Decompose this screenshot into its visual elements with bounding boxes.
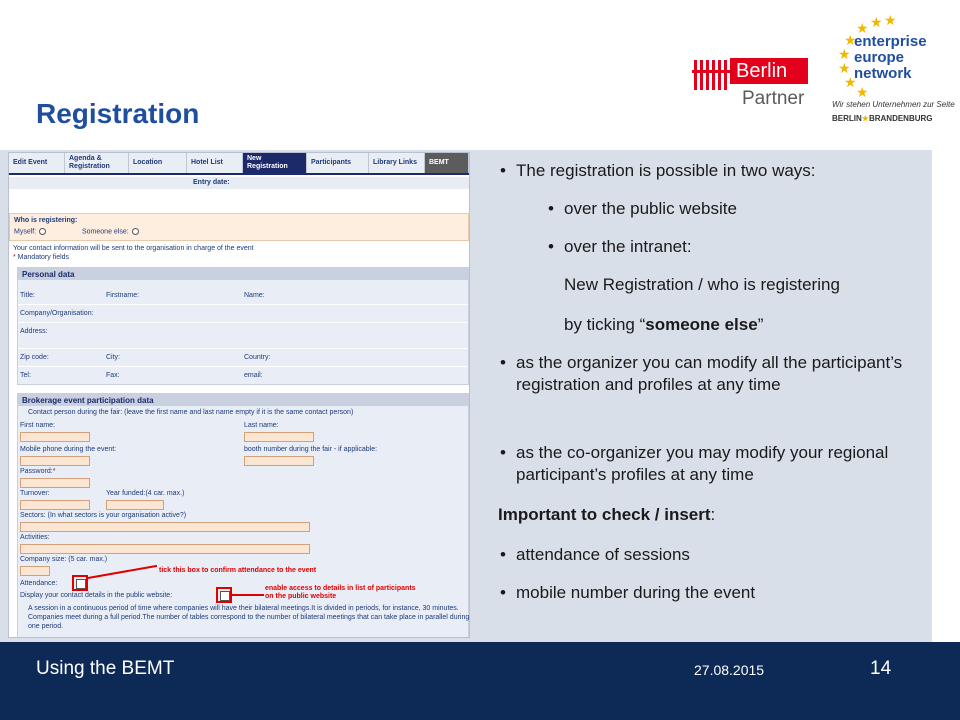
star-icon: ★ — [861, 114, 869, 123]
bullet-intranet: • over the intranet: — [564, 236, 924, 258]
company-size-input[interactable] — [20, 566, 50, 576]
attendance-callout-text: tick this box to confirm attendance to the event — [159, 567, 317, 574]
first-name-input[interactable] — [20, 432, 90, 442]
year-funded-label: Year funded:(4 car. max.) — [106, 490, 185, 497]
password-label — [20, 468, 55, 475]
een-region — [832, 114, 933, 123]
title-label: Title: — [20, 292, 35, 299]
country-label: Country: — [244, 354, 271, 361]
registration-form-screenshot — [8, 152, 470, 638]
name-label: Name: — [244, 292, 265, 299]
personal-data-section — [17, 267, 469, 385]
activities-input[interactable] — [20, 544, 310, 554]
een-logo — [832, 12, 955, 130]
attendance-label: Attendance: — [20, 580, 58, 587]
tab-bemt[interactable]: BEMT — [425, 153, 469, 173]
een-region-right: BRANDENBURG — [868, 114, 933, 123]
someone-else-radio[interactable] — [132, 228, 139, 235]
row-divider — [18, 322, 468, 323]
berlin-grid-icon — [692, 60, 730, 96]
address-label: Address: — [20, 328, 48, 335]
een-region-left: BERLIN — [832, 114, 862, 123]
password-input[interactable] — [20, 478, 90, 488]
berlin-wordmark: Berlin — [730, 58, 808, 84]
slide-title: Registration — [36, 98, 200, 129]
who-title: Who is registering: — [14, 217, 78, 224]
tab-edit-event[interactable]: Edit Event — [9, 153, 65, 173]
who-someone-else-option — [82, 228, 139, 235]
first-name-label: First name: — [20, 422, 56, 429]
footer-title: Using the BEMT — [36, 658, 175, 679]
last-name-input[interactable] — [244, 432, 314, 442]
fax-label: Fax: — [106, 372, 120, 379]
who-someone-else-label: Someone else: — [82, 228, 129, 236]
brokerage-section — [17, 393, 469, 638]
intranet-path: New Registration / who is registering — [564, 275, 840, 294]
who-is-registering-box — [9, 213, 469, 241]
footer-bar — [0, 642, 960, 720]
een-word-europe: europe — [854, 49, 905, 66]
star-ring-icon: ★ ★ ★ ★ ★ ★ ★ ★ — [838, 12, 897, 100]
important-heading-bold: Important to check / insert — [498, 505, 711, 524]
page-number: 14 — [870, 658, 892, 679]
een-word-enterprise: enterprise — [854, 33, 927, 50]
bullet-organizer: • as the organizer you can modify all the participant’s registration and profiles at any time — [516, 352, 928, 396]
password-label-text: Password: — [20, 468, 53, 475]
entry-date-row — [9, 177, 469, 189]
turnover-input[interactable] — [20, 500, 90, 510]
mandatory-text: Mandatory fields — [15, 254, 70, 261]
who-myself-option — [14, 228, 46, 235]
display-contact-label: Display your contact details in the public website: — [20, 592, 173, 599]
contact-person-note: Contact person during the fair: (leave the first name and last name empty if it is the same contact person) — [28, 409, 354, 416]
firstname-label: Firstname: — [106, 292, 140, 299]
tel-label: Tel: — [20, 372, 31, 379]
tab-library-links[interactable]: Library Links — [369, 153, 425, 173]
public-callout-arrow — [232, 594, 264, 596]
tab-new-registration[interactable]: New Registration — [243, 153, 307, 173]
zip-label: Zip code: — [20, 354, 49, 361]
form-tab-bar — [9, 153, 469, 175]
public-callout-text — [265, 585, 416, 601]
sectors-label: Sectors: (In what sectors is your organisation active?) — [20, 512, 187, 519]
berlin-partner-logo — [692, 58, 812, 114]
booth-label: booth number during the fair - if applicable: — [244, 446, 378, 453]
row-divider — [18, 366, 468, 367]
bullet-registration-ways: • The registration is possible in two ways: — [516, 160, 926, 182]
footer-date: 27.08.2015 — [694, 662, 765, 678]
city-label: City: — [106, 354, 120, 361]
mobile-input[interactable] — [20, 456, 90, 466]
myself-radio[interactable] — [39, 228, 46, 235]
public-callout-box — [216, 587, 232, 603]
last-name-label: Last name: — [244, 422, 279, 429]
public-callout-line2: on the public website — [265, 593, 337, 600]
brokerage-heading: Brokerage event participation data — [18, 394, 468, 406]
mobile-label: Mobile phone during the event: — [20, 446, 117, 453]
tab-agenda-registration[interactable]: Agenda & Registration — [65, 153, 129, 173]
activities-label: Activities: — [20, 534, 50, 541]
tab-hotel-list[interactable]: Hotel List — [187, 153, 243, 173]
entry-date-label: Entry date: — [193, 179, 230, 186]
sectors-input[interactable] — [20, 522, 310, 532]
tab-location[interactable]: Location — [129, 153, 187, 173]
public-callout-line1: enable access to details in list of participants — [265, 585, 416, 592]
contact-info-note: Your contact information will be sent to the organisation in charge of the event — [13, 245, 254, 252]
session-note: A session in a continuous period of time where companies will have their bilateral meetings.It is divided in periods, for instance, 30 minutes. Companies meet during a full period.The number of tables correspond to the number of bilateral meetings that can take place in parallel during one period. — [28, 605, 470, 630]
password-required-star: * — [52, 468, 56, 475]
year-funded-input[interactable] — [106, 500, 164, 510]
mandatory-note — [13, 254, 69, 261]
partner-wordmark: Partner — [742, 88, 805, 109]
company-size-label: Company size: (5 car. max.) — [20, 556, 108, 563]
een-tagline: Wir stehen Unternehmen zur Seite — [832, 100, 955, 109]
intranet-someone-else — [564, 314, 924, 336]
bullet-co-organizer: • as the co-organizer you may modify your regional participant’s profiles at any time — [516, 442, 928, 486]
een-word-network: network — [854, 65, 912, 82]
personal-data-heading: Personal data — [18, 268, 468, 280]
bullet-attendance: • attendance of sessions — [516, 544, 926, 566]
important-heading-colon: : — [710, 505, 716, 524]
someone-else-post: ” — [757, 315, 764, 334]
someone-else-pre: by ticking “ — [564, 315, 646, 334]
row-divider — [18, 348, 468, 349]
booth-input[interactable] — [244, 456, 314, 466]
turnover-label: Turnover: — [20, 490, 50, 497]
bullet-public-website: • over the public website — [564, 198, 924, 220]
bullet-mobile: • mobile number during the event — [516, 582, 926, 604]
someone-else-bold: someone else — [645, 315, 758, 334]
email-label: email: — [244, 372, 263, 379]
important-heading — [498, 504, 918, 526]
attendance-callout-box — [72, 575, 88, 591]
who-myself-label: Myself: — [14, 228, 37, 236]
company-label: Company/Organisation: — [20, 310, 94, 317]
row-divider — [18, 304, 468, 305]
mandatory-star: * — [13, 254, 16, 261]
tab-participants[interactable]: Participants — [307, 153, 369, 173]
